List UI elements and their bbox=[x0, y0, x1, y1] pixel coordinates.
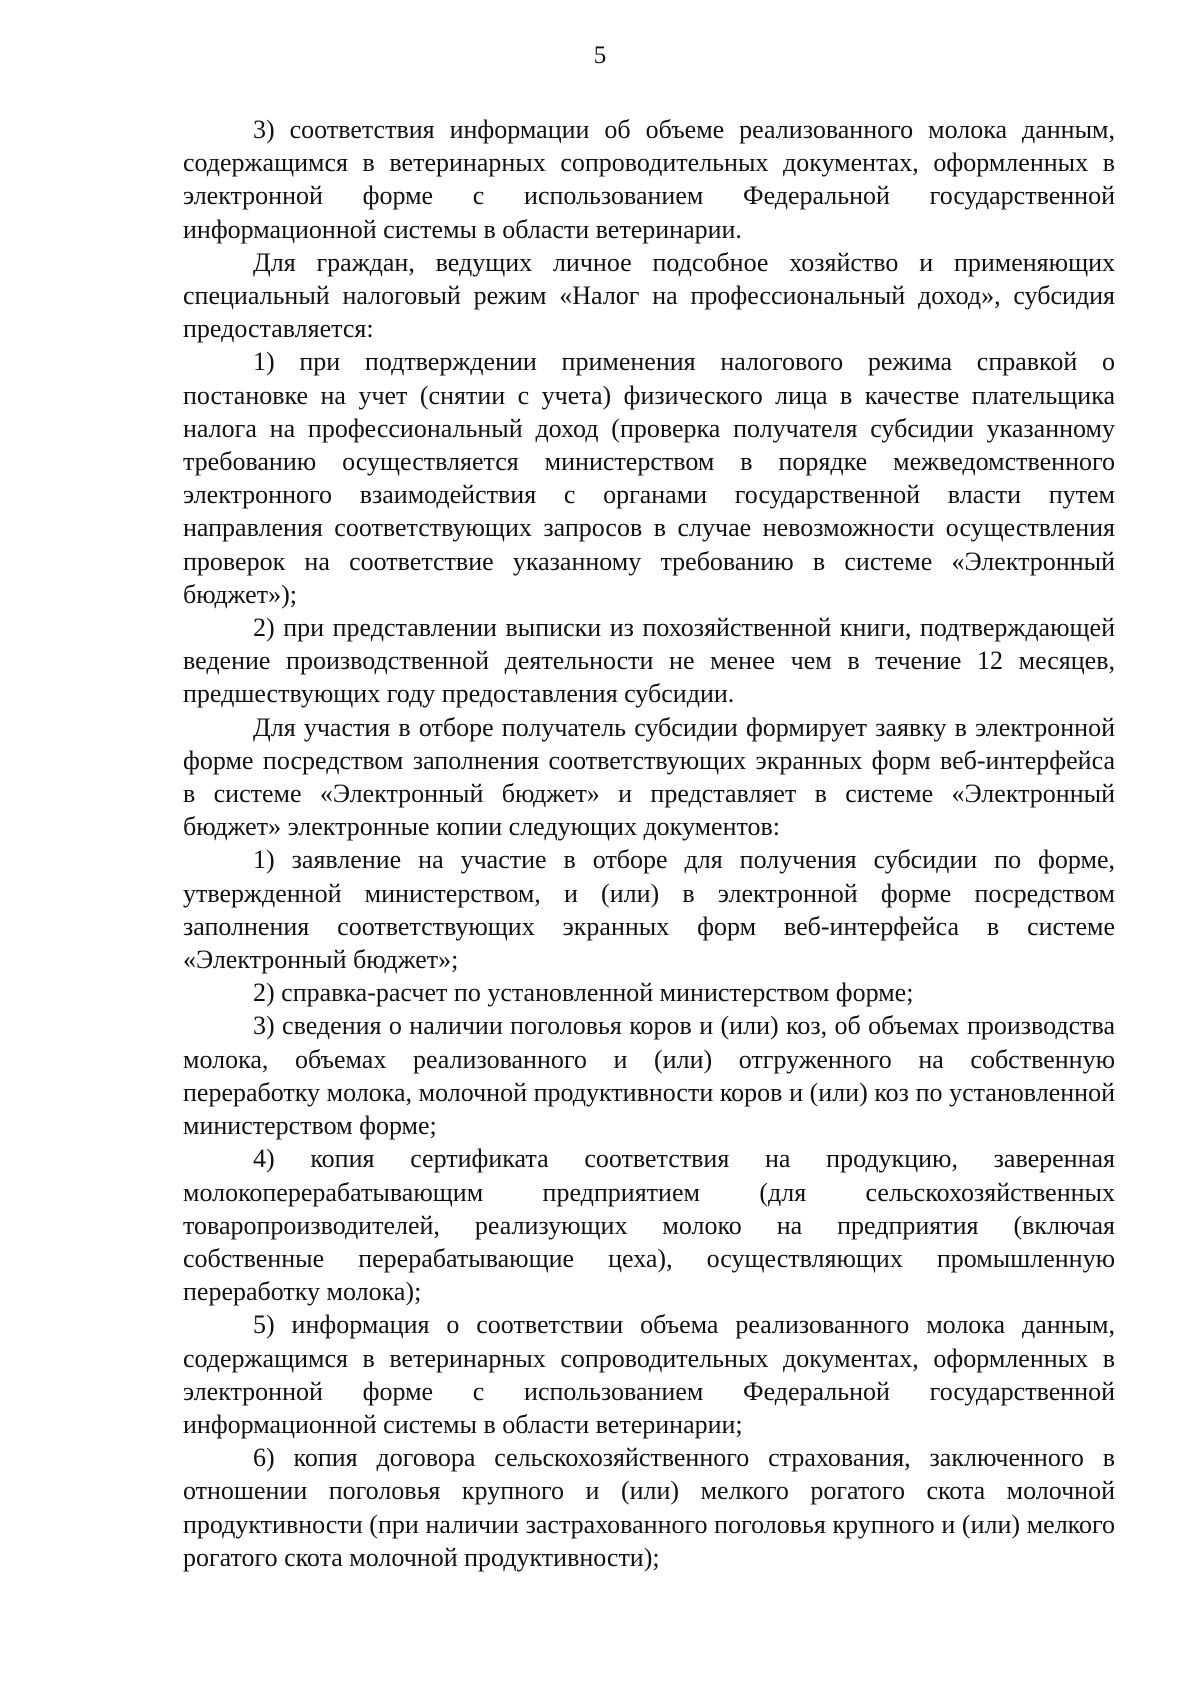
paragraph-item-1-tax-certificate: 1) при подтверждении применения налогового режима справкой о постановке на учет (снятии с учета) физического лица в качестве плательщика налога на профессиональный доход (проверка получателя субсидии указанному требованию осуществляется министерством в порядке межведомственного электронного взаимодействия с органами государственной власти путем направления соответствующих запросов в случае невозможности осуществления проверок на соответствие указанному требованию в системе «Электронный бюджет»); bbox=[183, 347, 1115, 609]
paragraph-doc-5-veterinary-info: 5) информация о соответствии объема реализованного молока данным, содержащимся в ветеринарных сопроводительных документах, оформленных в электронной форме с использованием Федеральной государственной информационной системы в области ветеринарии; bbox=[183, 1310, 1115, 1439]
paragraph-item-2-household-book: 2) при представлении выписки из похозяйственной книги, подтверждающей ведение производственной деятельности не менее чем в течение 12 месяцев, предшествующих году предоставления субсидии. bbox=[183, 613, 1115, 709]
paragraph-application-intro: Для участия в отборе получатель субсидии формирует заявку в электронной форме посредством заполнения соответствующих экранных форм веб-интерфейса в системе «Электронный бюджет» и представляет в системе «Электронный бюджет» электронные копии следующих документов: bbox=[183, 712, 1115, 842]
document-body bbox=[183, 113, 1115, 1574]
paragraph-doc-1-application: 1) заявление на участие в отборе для получения субсидии по форме, утвержденной министерством, и (или) в электронной форме посредством заполнения соответствующих экранных форм веб-интерфейса в системе «Электронный бюджет»; bbox=[183, 845, 1115, 975]
paragraph-doc-6-insurance-contract: 6) копия договора сельскохозяйственного страхования, заключенного в отношении поголовья крупного и (или) мелкого рогатого скота молочной продуктивности (при наличии застрахованного поголовья крупного и (или) мелкого рогатого скота молочной продуктивности); bbox=[183, 1443, 1115, 1572]
paragraph-doc-3-livestock-info: 3) сведения о наличии поголовья коров и (или) коз, об объемах производства молока, объемах реализованного и (или) отгруженного на собственную переработку молока, молочной продуктивности коров и (или) коз по установленной министерством форме; bbox=[183, 1011, 1115, 1141]
paragraph-doc-4-certificate-copy: 4) копия сертификата соответствия на продукцию, заверенная молокоперерабатывающим предприятием (для сельскохозяйственных товаропроизводителей, реализующих молоко на предприятия (включая собственные перерабатывающие цеха), осуществляющих промышленную переработку молока); bbox=[183, 1144, 1115, 1307]
paragraph-item-3-veterinary-info: 3) соответствия информации об объеме реализованного молока данным, содержащимся в ветеринарных сопроводительных документах, оформленных в электронной форме с использованием Федеральной государственной информационной системы в области ветеринарии. bbox=[183, 115, 1115, 244]
paragraph-doc-2-calculation: 2) справка-расчет по установленной министерством форме; bbox=[253, 978, 914, 1008]
paragraph-self-employed-intro: Для граждан, ведущих личное подсобное хозяйство и применяющих специальный налоговый режим «Налог на профессиональный доход», субсидия предоставляется: bbox=[183, 247, 1115, 344]
page-number: 5 bbox=[593, 42, 607, 69]
